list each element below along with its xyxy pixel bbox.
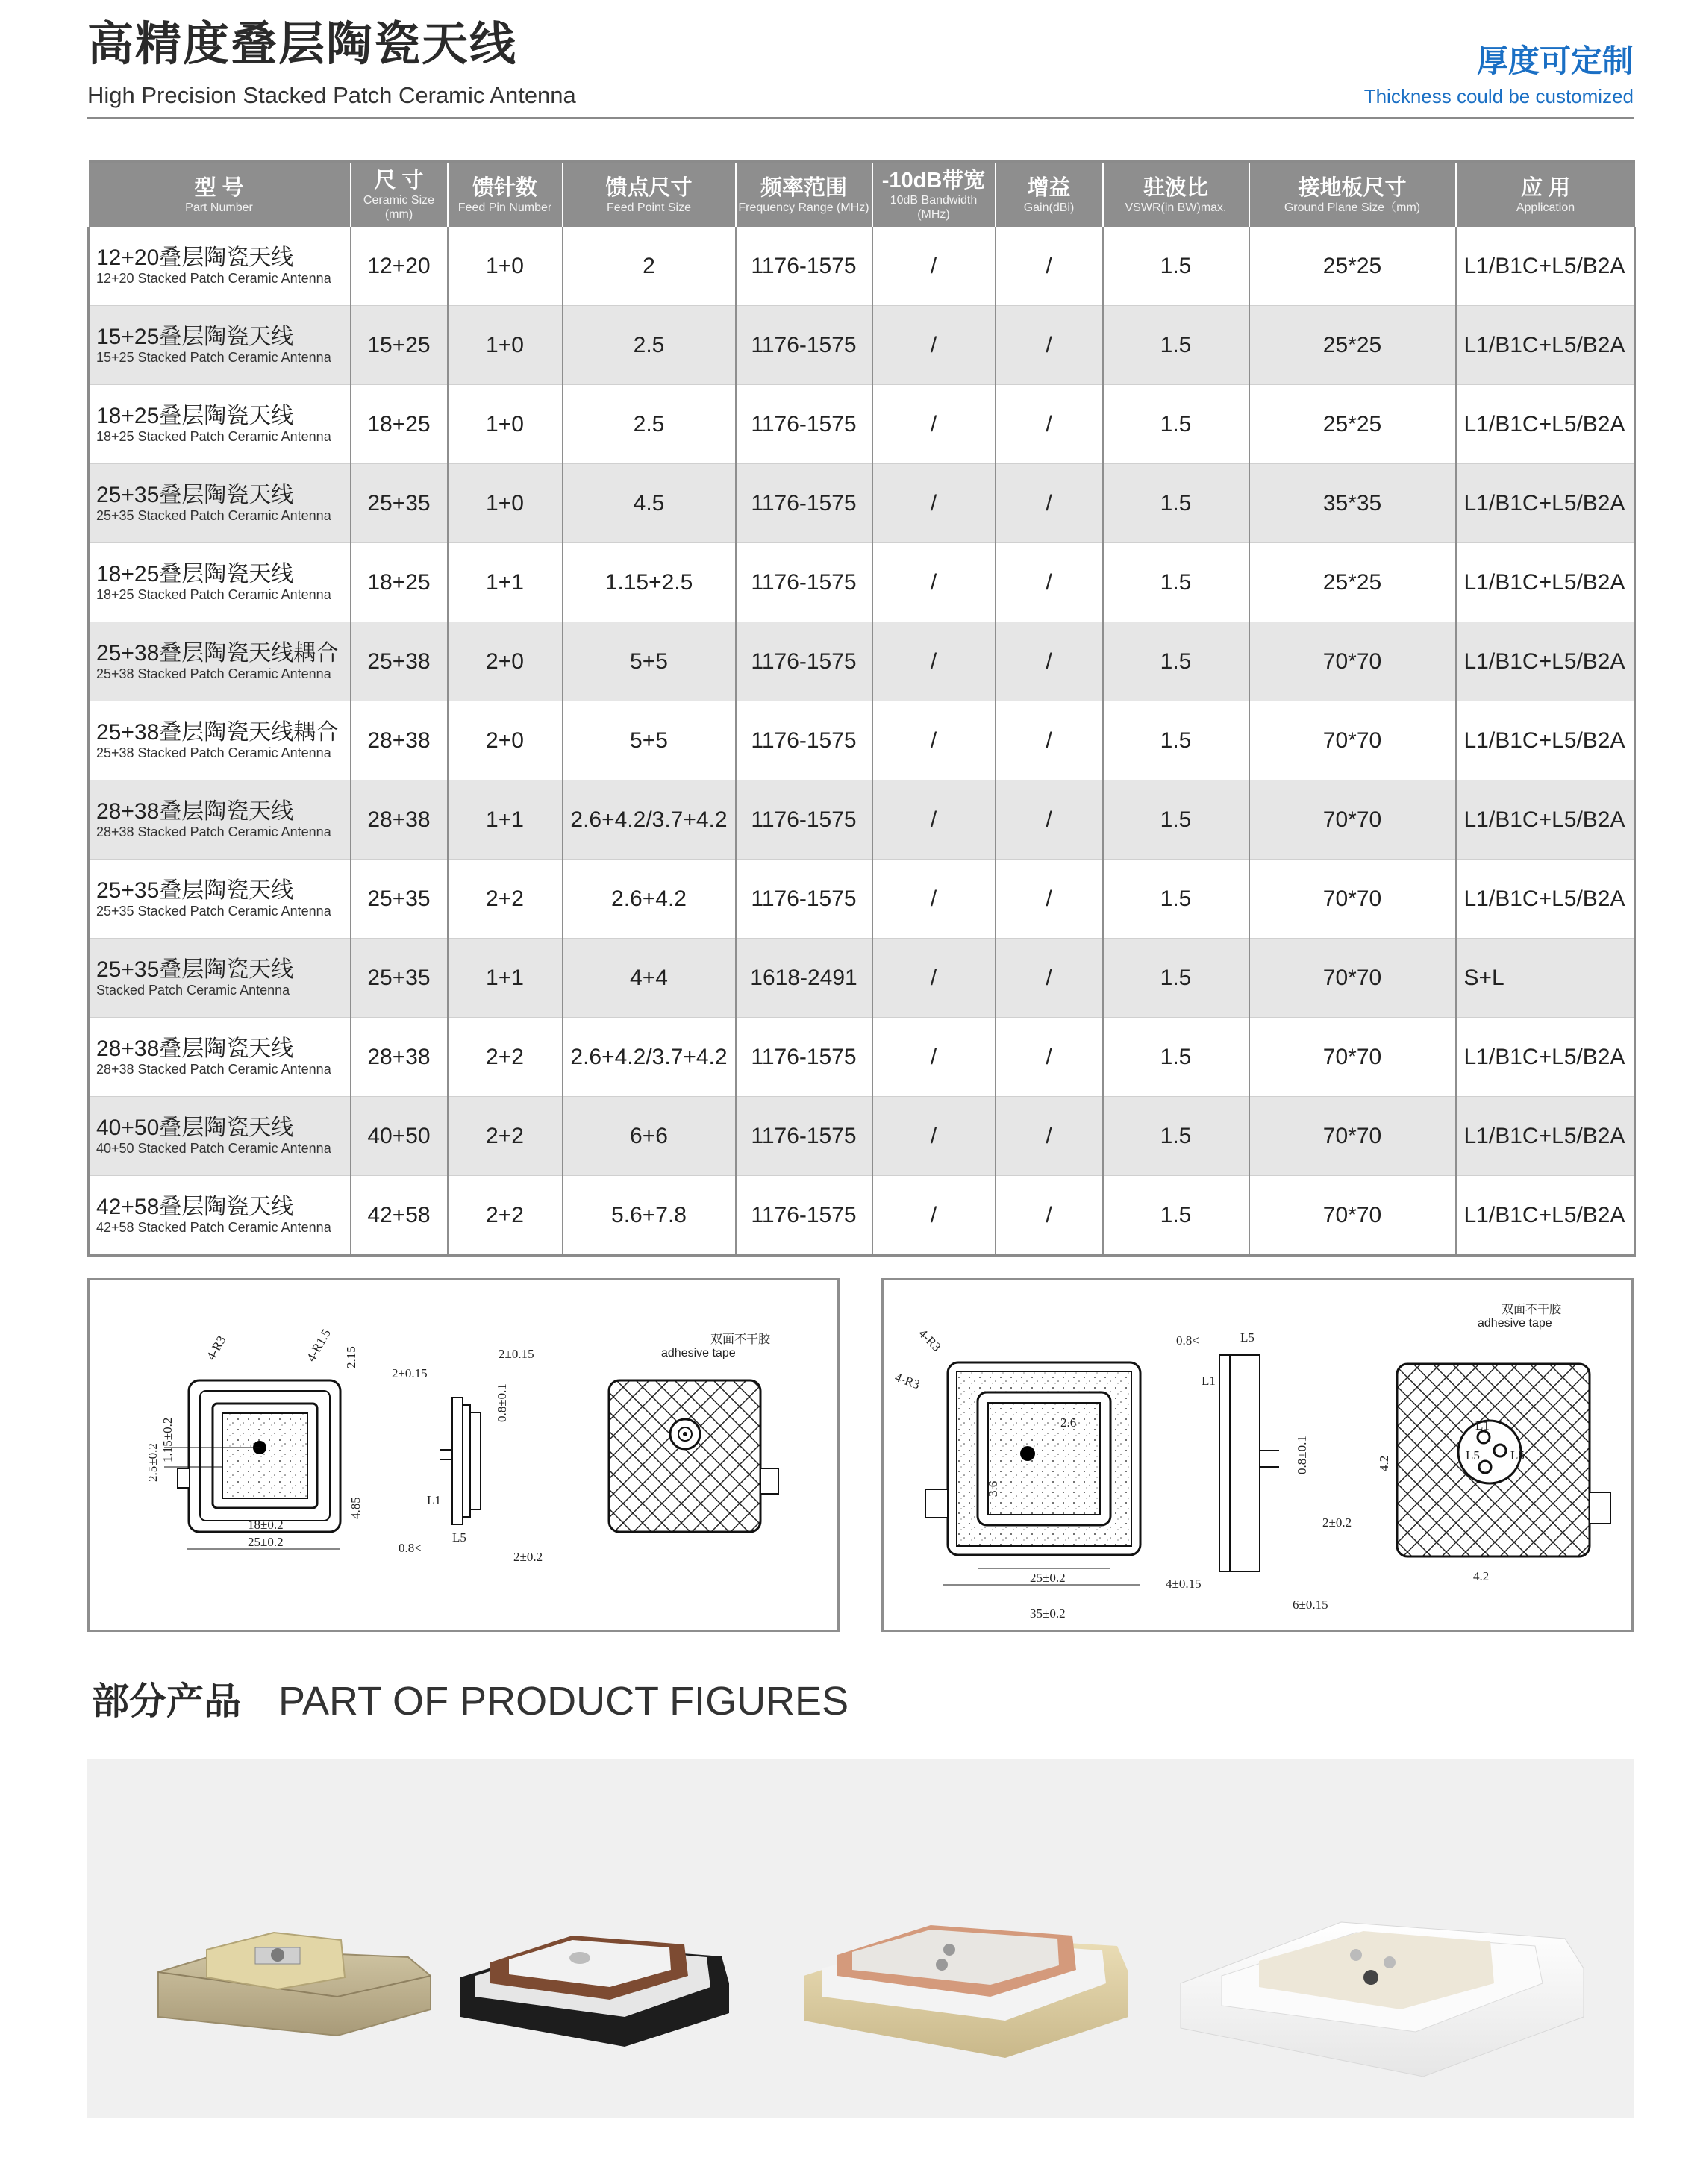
freq-cell: 1176-1575 xyxy=(736,701,872,780)
part-name-en: 12+20 Stacked Patch Ceramic Antenna xyxy=(96,271,331,286)
feed-cell: 2.5 xyxy=(563,306,736,385)
dim-6: 6±0.15 xyxy=(1293,1598,1328,1612)
products-title-en: PART OF PRODUCT FIGURES xyxy=(278,1679,849,1724)
dim-2a: 2±0.15 xyxy=(392,1366,428,1380)
dim-r15: 4-R1.5 xyxy=(304,1327,334,1364)
table-row xyxy=(89,543,1635,622)
freq-cell: 1176-1575 xyxy=(736,622,872,701)
part-number-cell xyxy=(89,227,351,306)
pins-cell: 1+0 xyxy=(448,464,563,543)
bw-cell: / xyxy=(872,464,996,543)
part-name-en: 28+38 Stacked Patch Ceramic Antenna xyxy=(96,825,331,839)
pins-cell: 1+0 xyxy=(448,227,563,306)
ground-cell: 70*70 xyxy=(1249,860,1456,939)
bw-cell: / xyxy=(872,1097,996,1176)
feed-cell: 2.6+4.2/3.7+4.2 xyxy=(563,780,736,860)
col-header: 尺 寸 Ceramic Size (mm) xyxy=(351,162,448,228)
label-l5c: L5 xyxy=(1466,1448,1480,1462)
ground-cell: 70*70 xyxy=(1249,780,1456,860)
part-name-cn: 18+25叠层陶瓷天线 xyxy=(96,562,294,586)
ground-cell: 25*25 xyxy=(1249,543,1456,622)
bw-cell: / xyxy=(872,860,996,939)
dim-35: 35±0.2 xyxy=(1030,1606,1066,1621)
bw-cell: / xyxy=(872,306,996,385)
app-cell: L1/B1C+L5/B2A xyxy=(1456,622,1635,701)
table-row xyxy=(89,860,1635,939)
product-gallery xyxy=(87,1759,1634,2118)
feed-cell: 6+6 xyxy=(563,1097,736,1176)
ground-cell: 70*70 xyxy=(1249,939,1456,1018)
vswr-cell: 1.5 xyxy=(1103,385,1249,464)
table-row xyxy=(89,780,1635,860)
drawing-panel-right xyxy=(881,1278,1634,1632)
col-header: 驻波比 VSWR(in BW)max. xyxy=(1103,162,1249,228)
dim-r3: 4-R3 xyxy=(204,1333,229,1362)
part-number-cell xyxy=(89,860,351,939)
spec-table xyxy=(87,160,1636,1257)
part-name-cn: 25+38叠层陶瓷天线耦合 xyxy=(96,720,339,745)
ground-cell: 70*70 xyxy=(1249,701,1456,780)
gain-cell: / xyxy=(996,622,1103,701)
table-row xyxy=(89,1176,1635,1256)
bw-cell: / xyxy=(872,543,996,622)
pins-cell: 1+1 xyxy=(448,543,563,622)
part-name-en: 25+35 Stacked Patch Ceramic Antenna xyxy=(96,904,331,919)
customization-note-en: Thickness could be customized xyxy=(1363,85,1634,107)
part-name-en: Stacked Patch Ceramic Antenna xyxy=(96,983,290,998)
part-number-cell xyxy=(89,939,351,1018)
dim-08: 0.8< xyxy=(399,1541,422,1555)
part-name-en: 25+38 Stacked Patch Ceramic Antenna xyxy=(96,745,331,760)
table-row xyxy=(89,701,1635,780)
freq-cell: 1176-1575 xyxy=(736,1018,872,1097)
table-row xyxy=(89,464,1635,543)
pins-cell: 2+0 xyxy=(448,701,563,780)
app-cell: L1/B1C+L5/B2A xyxy=(1456,1097,1635,1176)
part-name-cn: 40+50叠层陶瓷天线 xyxy=(96,1116,294,1140)
bw-cell: / xyxy=(872,385,996,464)
table-row xyxy=(89,1018,1635,1097)
ground-cell: 35*35 xyxy=(1249,464,1456,543)
products-title: 部分产品 xyxy=(92,1680,241,1722)
ground-cell: 70*70 xyxy=(1249,622,1456,701)
app-cell: L1/B1C+L5/B2A xyxy=(1456,227,1635,306)
part-name-cn: 25+38叠层陶瓷天线耦合 xyxy=(96,641,339,666)
part-name-cn: 42+58叠层陶瓷天线 xyxy=(96,1195,294,1219)
feed-cell: 4+4 xyxy=(563,939,736,1018)
table-row xyxy=(89,939,1635,1018)
bw-cell: / xyxy=(872,701,996,780)
col-header: 频率范围 Frequency Range (MHz) xyxy=(736,162,872,228)
gain-cell: / xyxy=(996,227,1103,306)
feed-cell: 2.6+4.2/3.7+4.2 xyxy=(563,1018,736,1097)
size-cell: 28+38 xyxy=(351,701,448,780)
part-number-cell xyxy=(89,385,351,464)
size-cell: 25+38 xyxy=(351,622,448,701)
dim-42b: 4.2 xyxy=(1473,1569,1490,1583)
gain-cell: / xyxy=(996,543,1103,622)
feed-cell: 5+5 xyxy=(563,701,736,780)
gain-cell: / xyxy=(996,1097,1103,1176)
freq-cell: 1176-1575 xyxy=(736,860,872,939)
vswr-cell: 1.5 xyxy=(1103,306,1249,385)
pins-cell: 2+2 xyxy=(448,1176,563,1256)
col-header: 接地板尺寸 Ground Plane Size（mm) xyxy=(1249,162,1456,228)
dim-26: 2.6 xyxy=(1060,1415,1077,1430)
size-cell: 25+35 xyxy=(351,939,448,1018)
col-header: 增益 Gain(dBi) xyxy=(996,162,1103,228)
size-cell: 25+35 xyxy=(351,860,448,939)
vswr-cell: 1.5 xyxy=(1103,622,1249,701)
part-name-en: 18+25 Stacked Patch Ceramic Antenna xyxy=(96,429,331,444)
dim-18: 18±0.2 xyxy=(248,1518,284,1532)
size-cell: 15+25 xyxy=(351,306,448,385)
vswr-cell: 1.5 xyxy=(1103,227,1249,306)
bw-cell: / xyxy=(872,1176,996,1256)
part-name-en: 28+38 Stacked Patch Ceramic Antenna xyxy=(96,1062,331,1077)
ground-cell: 70*70 xyxy=(1249,1176,1456,1256)
size-cell: 18+25 xyxy=(351,385,448,464)
freq-cell: 1176-1575 xyxy=(736,464,872,543)
freq-cell: 1176-1575 xyxy=(736,306,872,385)
bw-cell: / xyxy=(872,622,996,701)
vswr-cell: 1.5 xyxy=(1103,543,1249,622)
dim-42a: 4.2 xyxy=(1377,1455,1391,1471)
ground-cell: 25*25 xyxy=(1249,306,1456,385)
dim-08c: 0.8±0.1 xyxy=(495,1383,509,1422)
part-name-en: 18+25 Stacked Patch Ceramic Antenna xyxy=(96,587,331,602)
ground-cell: 25*25 xyxy=(1249,385,1456,464)
feed-cell: 5.6+7.8 xyxy=(563,1176,736,1256)
label-l1: L1 xyxy=(1202,1374,1216,1388)
size-cell: 42+58 xyxy=(351,1176,448,1256)
table-row xyxy=(89,385,1635,464)
label-l5: L5 xyxy=(1240,1330,1254,1345)
part-number-cell xyxy=(89,780,351,860)
freq-cell: 1176-1575 xyxy=(736,1097,872,1176)
vswr-cell: 1.5 xyxy=(1103,1097,1249,1176)
tape-label-en: adhesive tape xyxy=(661,1347,736,1359)
feed-cell: 4.5 xyxy=(563,464,736,543)
product-image-2 xyxy=(460,1936,729,2047)
page-title: 高精度叠层陶瓷天线 xyxy=(87,19,518,70)
label-l1b: L1 xyxy=(1475,1418,1490,1433)
part-name-en: 25+38 Stacked Patch Ceramic Antenna xyxy=(96,666,331,681)
dim-25: 25±0.2 xyxy=(1030,1571,1066,1585)
gain-cell: / xyxy=(996,860,1103,939)
freq-cell: 1176-1575 xyxy=(736,780,872,860)
drawing-panel-left xyxy=(87,1278,840,1632)
col-header: 馈点尺寸 Feed Point Size xyxy=(563,162,736,228)
freq-cell: 1176-1575 xyxy=(736,1176,872,1256)
part-name-en: 40+50 Stacked Patch Ceramic Antenna xyxy=(96,1141,331,1156)
part-number-cell xyxy=(89,1018,351,1097)
ground-cell: 70*70 xyxy=(1249,1097,1456,1176)
app-cell: L1/B1C+L5/B2A xyxy=(1456,701,1635,780)
bw-cell: / xyxy=(872,780,996,860)
table-row xyxy=(89,306,1635,385)
bw-cell: / xyxy=(872,227,996,306)
part-name-cn: 25+35叠层陶瓷天线 xyxy=(96,957,294,982)
feed-point xyxy=(1020,1446,1035,1461)
table-row xyxy=(89,622,1635,701)
gain-cell: / xyxy=(996,385,1103,464)
ground-cell: 70*70 xyxy=(1249,1018,1456,1097)
part-number-cell xyxy=(89,701,351,780)
size-cell: 28+38 xyxy=(351,1018,448,1097)
bw-cell: / xyxy=(872,939,996,1018)
col-header: 应 用 Application xyxy=(1456,162,1635,228)
dim-08c: 0.8±0.1 xyxy=(1295,1436,1309,1474)
gain-cell: / xyxy=(996,306,1103,385)
gain-cell: / xyxy=(996,464,1103,543)
vswr-cell: 1.5 xyxy=(1103,1018,1249,1097)
dim-08: 0.8< xyxy=(1176,1333,1199,1348)
dim-25-02: 2.5±0.2 xyxy=(146,1443,160,1482)
gain-cell: / xyxy=(996,1018,1103,1097)
gain-cell: / xyxy=(996,939,1103,1018)
part-name-en: 42+58 Stacked Patch Ceramic Antenna xyxy=(96,1220,331,1235)
product-image-3 xyxy=(804,1925,1128,2058)
app-cell: L1/B1C+L5/B2A xyxy=(1456,860,1635,939)
dim-485: 4.85 xyxy=(349,1497,363,1519)
app-cell: L1/B1C+L5/B2A xyxy=(1456,464,1635,543)
dim-115: 1.15±0.2 xyxy=(160,1417,175,1462)
part-name-cn: 18+25叠层陶瓷天线 xyxy=(96,404,294,428)
size-cell: 28+38 xyxy=(351,780,448,860)
label-l5b: L5 xyxy=(1510,1448,1525,1462)
part-name-en: 15+25 Stacked Patch Ceramic Antenna xyxy=(96,350,331,365)
feed-cell: 2 xyxy=(563,227,736,306)
pins-cell: 1+1 xyxy=(448,780,563,860)
dim-2: 2±0.2 xyxy=(1322,1515,1352,1530)
dim-r3b: 4-R3 xyxy=(893,1369,922,1392)
antenna-drawing-25-35 xyxy=(884,1280,1631,1630)
customization-note: 厚度可定制 xyxy=(1476,43,1634,78)
part-number-cell xyxy=(89,1097,351,1176)
part-name-cn: 12+20叠层陶瓷天线 xyxy=(96,245,294,270)
antenna-drawing-18-25 xyxy=(90,1280,837,1630)
part-name-cn: 25+35叠层陶瓷天线 xyxy=(96,483,294,507)
part-name-cn: 28+38叠层陶瓷天线 xyxy=(96,799,294,824)
vswr-cell: 1.5 xyxy=(1103,701,1249,780)
col-header: -10dB带宽 10dB Bandwidth (MHz) xyxy=(872,162,996,228)
app-cell: L1/B1C+L5/B2A xyxy=(1456,543,1635,622)
header-divider xyxy=(87,117,1634,119)
dim-2b: 2±0.15 xyxy=(499,1347,534,1361)
col-header: 型 号 Part Number xyxy=(89,162,351,228)
part-number-cell xyxy=(89,543,351,622)
table-row xyxy=(89,227,1635,306)
tape-label-cn: 双面不干胶 xyxy=(710,1333,771,1346)
pins-cell: 1+0 xyxy=(448,385,563,464)
size-cell: 18+25 xyxy=(351,543,448,622)
part-number-cell xyxy=(89,1176,351,1256)
feed-cell: 5+5 xyxy=(563,622,736,701)
part-number-cell xyxy=(89,622,351,701)
app-cell: L1/B1C+L5/B2A xyxy=(1456,385,1635,464)
size-cell: 12+20 xyxy=(351,227,448,306)
freq-cell: 1618-2491 xyxy=(736,939,872,1018)
pins-cell: 2+0 xyxy=(448,622,563,701)
size-cell: 25+35 xyxy=(351,464,448,543)
vswr-cell: 1.5 xyxy=(1103,780,1249,860)
table-row xyxy=(89,1097,1635,1176)
freq-cell: 1176-1575 xyxy=(736,543,872,622)
app-cell: L1/B1C+L5/B2A xyxy=(1456,306,1635,385)
dim-2c: 2±0.2 xyxy=(513,1550,543,1564)
pins-cell: 2+2 xyxy=(448,1097,563,1176)
pins-cell: 2+2 xyxy=(448,1018,563,1097)
size-cell: 40+50 xyxy=(351,1097,448,1176)
col-header: 馈针数 Feed Pin Number xyxy=(448,162,563,228)
vswr-cell: 1.5 xyxy=(1103,939,1249,1018)
part-name-cn: 28+38叠层陶瓷天线 xyxy=(96,1036,294,1061)
part-name-cn: 25+35叠层陶瓷天线 xyxy=(96,878,294,903)
dim-36: 3.6 xyxy=(986,1480,1000,1497)
table-header-row xyxy=(89,162,1635,228)
ground-cell: 25*25 xyxy=(1249,227,1456,306)
label-l5: L5 xyxy=(452,1530,466,1545)
tape-label-en: adhesive tape xyxy=(1478,1317,1552,1330)
part-number-cell xyxy=(89,464,351,543)
product-image-4 xyxy=(1181,1922,1584,2077)
feed-cell: 2.6+4.2 xyxy=(563,860,736,939)
part-name-cn: 15+25叠层陶瓷天线 xyxy=(96,325,294,349)
hatched-bottom xyxy=(609,1380,760,1532)
feed-cell: 1.15+2.5 xyxy=(563,543,736,622)
dim-215: 2.15 xyxy=(344,1346,358,1368)
app-cell: L1/B1C+L5/B2A xyxy=(1456,1018,1635,1097)
pins-cell: 1+1 xyxy=(448,939,563,1018)
page-subtitle: High Precision Stacked Patch Ceramic Antenna xyxy=(87,82,576,108)
part-name-en: 25+35 Stacked Patch Ceramic Antenna xyxy=(96,508,331,523)
dim-r3a: 4-R3 xyxy=(916,1326,944,1354)
gain-cell: / xyxy=(996,1176,1103,1256)
app-cell: S+L xyxy=(1456,939,1635,1018)
part-number-cell xyxy=(89,306,351,385)
bw-cell: / xyxy=(872,1018,996,1097)
freq-cell: 1176-1575 xyxy=(736,227,872,306)
feed-cell: 2.5 xyxy=(563,385,736,464)
app-cell: L1/B1C+L5/B2A xyxy=(1456,1176,1635,1256)
pins-cell: 1+0 xyxy=(448,306,563,385)
gain-cell: / xyxy=(996,780,1103,860)
app-cell: L1/B1C+L5/B2A xyxy=(1456,780,1635,860)
vswr-cell: 1.5 xyxy=(1103,464,1249,543)
vswr-cell: 1.5 xyxy=(1103,1176,1249,1256)
gain-cell: / xyxy=(996,701,1103,780)
vswr-cell: 1.5 xyxy=(1103,860,1249,939)
tape-label-cn: 双面不干胶 xyxy=(1502,1304,1562,1316)
label-l1: L1 xyxy=(427,1493,441,1507)
pins-cell: 2+2 xyxy=(448,860,563,939)
freq-cell: 1176-1575 xyxy=(736,385,872,464)
product-image-1 xyxy=(158,1933,431,2036)
dim-4: 4±0.15 xyxy=(1166,1577,1202,1591)
dim-25: 25±0.2 xyxy=(248,1535,284,1549)
